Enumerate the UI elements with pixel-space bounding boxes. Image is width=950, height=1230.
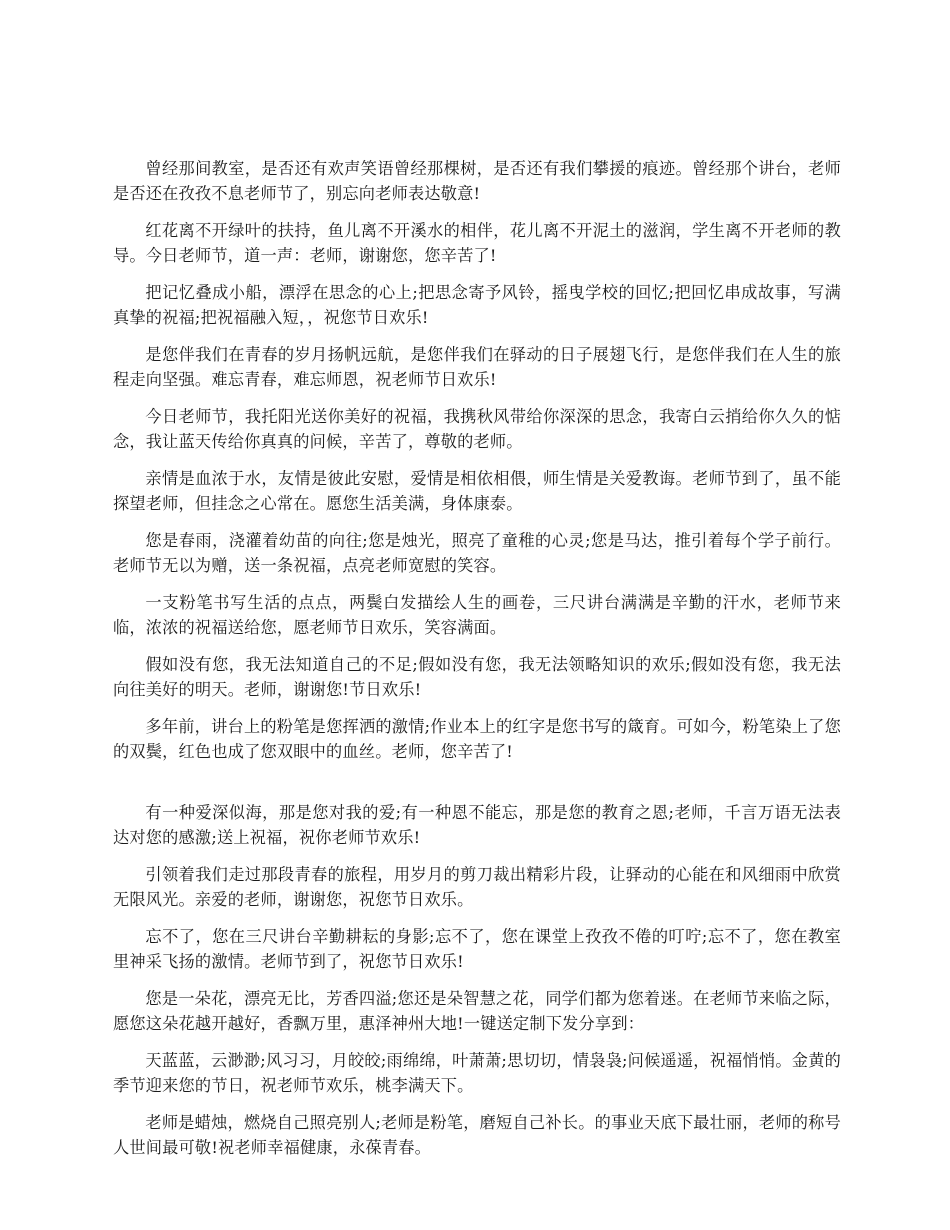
paragraph-13: 忘不了，您在三尺讲台辛勤耕耘的身影;忘不了，您在课堂上孜孜不倦的叮咛;忘不了，您在教室里神采飞扬的激情。老师节到了，祝您节日欢乐!	[113, 927, 841, 971]
paragraph-10: 多年前，讲台上的粉笔是您挥洒的激情;作业本上的红字是您书写的箴育。可如今，粉笔染上了您的双鬓，红色也成了您双眼中的血丝。老师，您辛苦了!	[113, 717, 841, 761]
paragraph-9: 假如没有您，我无法知道自己的不足;假如没有您，我无法领略知识的欢乐;假如没有您，我无法向往美好的明天。老师，谢谢您!节日欢乐!	[113, 655, 841, 699]
paragraph-15: 天蓝蓝，云渺渺;风习习，月皎皎;雨绵绵，叶萧萧;思切切，情袅袅;问候遥遥，祝福悄悄。金黄的季节迎来您的节日，祝老师节欢乐，桃李满天下。	[113, 1051, 841, 1095]
paragraph-6: 亲情是血浓于水，友情是彼此安慰，爱情是相依相偎，师生情是关爱教诲。老师节到了，虽不能探望老师，但挂念之心常在。愿您生活美满，身体康泰。	[113, 469, 841, 513]
paragraph-3: 把记忆叠成小船，漂浮在思念的心上;把思念寄予风铃，摇曳学校的回忆;把回忆串成故事，写满真挚的祝福;把祝福融入短，，祝您节日欢乐!	[113, 283, 841, 327]
paragraph-7: 您是春雨，浇灌着幼苗的向往;您是烛光，照亮了童稚的心灵;您是马达，推引着每个学子前行。老师节无以为赠，送一条祝福，点亮老师宽慰的笑容。	[113, 531, 841, 575]
paragraph-12: 引领着我们走过那段青春的旅程，用岁月的剪刀裁出精彩片段，让驿动的心能在和风细雨中欣赏无限风光。亲爱的老师，谢谢您，祝您节日欢乐。	[113, 865, 841, 909]
paragraph-8: 一支粉笔书写生活的点点，两鬓白发描绘人生的画卷，三尺讲台满满是辛勤的汗水，老师节来临，浓浓的祝福送给您，愿老师节日欢乐，笑容满面。	[113, 593, 841, 637]
paragraph-16: 老师是蜡烛，燃烧自己照亮别人;老师是粉笔，磨短自己补长。的事业天底下最壮丽，老师的称号人世间最可敬!祝老师幸福健康，永葆青春。	[113, 1113, 841, 1157]
paragraph-14: 您是一朵花，漂亮无比，芳香四溢;您还是朵智慧之花，同学们都为您着迷。在老师节来临之际，愿您这朵花越开越好，香飘万里，惠泽神州大地!一键送定制下发分享到：	[113, 989, 841, 1033]
document-body	[113, 156, 841, 1172]
paragraph-5: 今日老师节，我托阳光送你美好的祝福，我携秋风带给你深深的思念，我寄白云捎给你久久的惦念，我让蓝天传给你真真的问候，辛苦了，尊敬的老师。	[113, 407, 841, 451]
section-gap	[113, 776, 841, 800]
paragraph-11: 有一种爱深似海，那是您对我的爱;有一种恩不能忘，那是您的教育之恩;老师，千言万语无法表达对您的感激;送上祝福，祝你老师节欢乐!	[113, 803, 841, 847]
paragraph-1: 曾经那间教室，是否还有欢声笑语曾经那棵树，是否还有我们攀援的痕迹。曾经那个讲台，老师是否还在孜孜不息老师节了，别忘向老师表达敬意!	[113, 159, 841, 203]
paragraph-4: 是您伴我们在青春的岁月扬帆远航，是您伴我们在驿动的日子展翅飞行，是您伴我们在人生的旅程走向坚强。难忘青春，难忘师恩，祝老师节日欢乐!	[113, 345, 841, 389]
paragraph-2: 红花离不开绿叶的扶持，鱼儿离不开溪水的相伴，花儿离不开泥土的滋润，学生离不开老师的教导。今日老师节，道一声：老师，谢谢您，您辛苦了!	[113, 221, 841, 265]
